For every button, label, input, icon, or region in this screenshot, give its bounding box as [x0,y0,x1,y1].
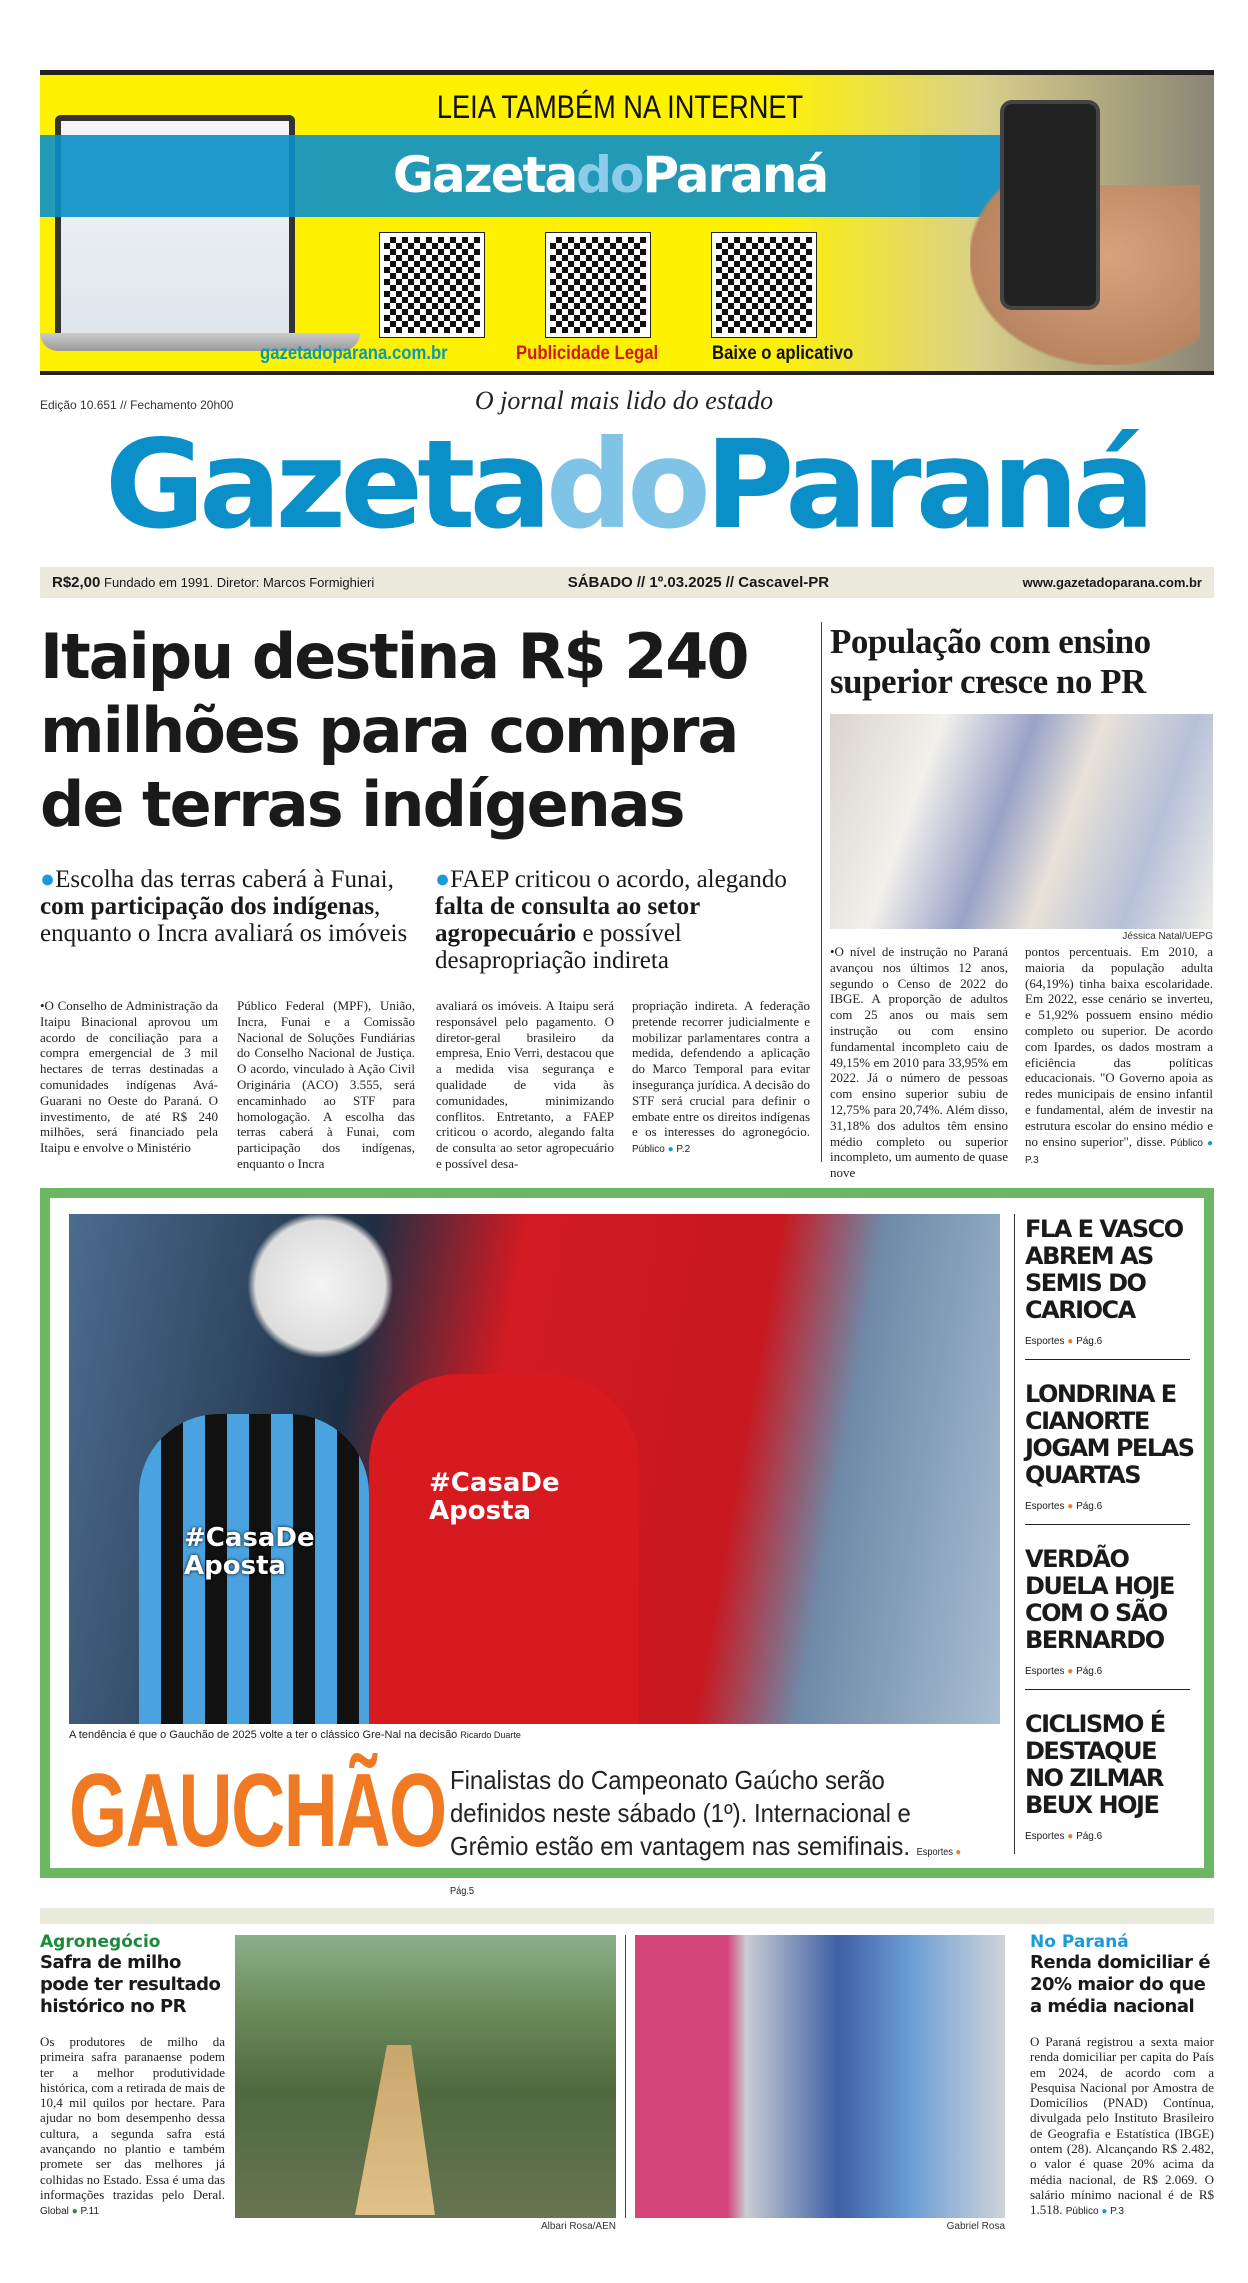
corn-harvest-photo [235,1935,616,2218]
main-headline: Itaipu destina R$ 240 milhões para compra de terras indígenas [40,620,748,841]
agro-story [40,1932,225,2220]
body-text: Os produtores de milho da primeira safra paranaense podem ter a melhor produtividade histórica, com a retirada de mais de 10,4 mil quilos por hectare. Para ajudar no bom desempenho dessa cultura, a segunda safra está avançando no plantio e também promete ser das melhores já colhidas no Estado. Essa é uma das informações trazidas pelo Deral. [40,2034,225,2202]
jersey-sponsor: #CasaDe Aposta [184,1523,315,1581]
lab-photo [830,714,1213,929]
source: Global [40,2206,69,2218]
body-text: O Paraná registrou a sexta maior renda domiciliar per capita do País em 2024, de acordo com a Pesquisa Nacional por Amostra de Domicílios (PNAD) Contínua, divulgada pelo Instituto Brasileiro de Geografia e Estatística (IBGE) ontem (28). Alcançando R$ 2.482, o valor é quase 20% acima da média nacional, de R$ 2.069. O salário mínimo nacional é de R$ 1.518. [1030,2034,1214,2218]
source: Público [1065,2206,1099,2218]
source: Público [632,1144,665,1156]
football-photo [69,1214,1000,1724]
article-column [1025,944,1213,1169]
logo-text: Paraná [704,414,1150,556]
brief-headline: LONDRINA E CIANORTE JOGAM PELAS QUARTAS [1025,1380,1194,1489]
jersey-sponsor: #CasaDe Aposta [429,1468,560,1526]
summary-text: Finalistas do Campeonato Gaúcho serão definidos neste sábado (1º). Internacional e Grêmio estão em vantagem nas semifinais. [450,1765,911,1861]
article-column: Público Federal (MPF), União, Incra, Funai e a Comissão Nacional de Soluções Fundiárias do Conselho Nacional de Justiça. O acordo, vinculado à Ação Civil Originária (ACO) 3.555, será encaminhado ao STF para homologação. A escolha das terras caberá à Funai, com participação dos indígenas, enquanto o Incra [237,998,415,1171]
parana-story [1030,1932,1214,2220]
bullet-point [40,866,410,947]
photo-credit: Jéssica Natal/UEPG [1122,931,1213,942]
story-headline: Renda domiciliar é 20% maior do que a média nacional [1030,1952,1211,2017]
factory-photo [635,1935,1005,2218]
divider [1025,1524,1190,1525]
sports-summary [450,1764,965,1908]
page-ref: P.2 [676,1144,691,1156]
column-text: propriação indireta. A federação pretende recorrer judicialmente e mobilizar parlamentares contra a medida, defendendo a aplicação do Marco Temporal para evitar insegurança jurídica. A decisão do STF será crucial para definir o embate entre os direitos indígenas e os interesses do agronegócio. [632,998,810,1140]
photo-credit: Gabriel Rosa [946,2221,1005,2232]
column-divider [1014,1214,1015,1854]
brief-meta [1025,1336,1195,1347]
gremio-player [139,1414,369,1724]
edition-info: Edição 10.651 // Fechamento 20h00 [40,398,234,412]
dot-icon: ● [1067,1831,1074,1842]
price-founded [52,574,374,591]
sports-brief[interactable] [1025,1546,1195,1690]
logo-text: do [545,414,705,556]
brief-meta [1025,1666,1195,1677]
article-column: •O Conselho de Administração da Itaipu Binacional aprovou um acordo de conciliação para a compra emergencial de 3 mil hectares de terras destinadas a comunidades indígenas Avá-Guarani no Oeste do Paraná. O investimento, de até R$ 240 milhões, será financiado pela Itaipu e envolve o Ministério [40,998,218,1156]
website-link[interactable]: gazetadoparana.com.br [260,343,448,364]
dot-icon: ● [1067,1666,1074,1677]
source: Público [1170,1137,1203,1149]
divider [1025,1689,1190,1690]
qr-code-legal[interactable] [546,233,650,337]
bullet-text: Escolha das terras caberá à Funai, [55,866,394,893]
page-ref: P.3 [1110,2206,1124,2218]
price: R$2,00 [52,574,101,591]
bullet-text: , enquanto o Incra avaliará os imóveis [40,893,408,947]
internet-promo-banner [40,70,1214,375]
sports-section [40,1188,1214,1897]
phone-illustration [1000,100,1100,310]
dot-icon: ● [667,1144,674,1156]
website-url[interactable]: www.gazetadoparana.com.br [1022,575,1202,590]
tagline: O jornal mais lido do estado [474,386,774,415]
dot-icon: ● [71,2206,78,2218]
sports-brief[interactable] [1025,1216,1195,1360]
page-ref: Pág.6 [1076,1336,1103,1347]
qr-code-app[interactable] [712,233,816,337]
source-ref[interactable] [632,1144,690,1155]
story-body [1030,2034,1214,2220]
info-bar [40,567,1214,598]
sports-brief[interactable] [1025,1711,1195,1842]
brief-meta [1025,1501,1195,1512]
grain-stream [355,2045,435,2215]
brief-headline: CICLISMO É DESTAQUE NO ZILMAR BEUX HOJE [1025,1710,1165,1819]
article-column [632,998,810,1158]
dot-icon: ● [1067,1501,1074,1512]
page-ref: Pág.5 [450,1886,475,1897]
page-ref: Pág.6 [1076,1831,1103,1842]
section-title: GAUCHÃO [69,1753,446,1869]
qr-code-website[interactable] [380,233,484,337]
banner-logo [370,141,850,209]
legal-link[interactable]: Publicidade Legal [516,343,659,364]
dot-icon: ● [1101,2206,1108,2218]
bullet-bold: falta de consulta ao setor agropecuário [435,893,700,947]
dot-icon: ● [1067,1336,1074,1347]
column-text: pontos percentuais. Em 2010, a maioria da população adulta (64,19%) tinha baixa escolaridade. Em 2022, esse cenário se inverteu, e 51,92% possuem ensino médio completo ou superior. De acordo com Ipardes, os dados mostram a eficiência das políticas educacionais. "O Governo apoia as redes municipais de ensino infantil e fundamental, além de investir na estrutura escolar do ensino médio e no ensino superior", disse. [1025,944,1213,1149]
section: Esportes [916,1847,953,1858]
bullet-icon: ● [435,866,451,893]
source-ref[interactable] [1066,2206,1124,2217]
page-ref: Pág.6 [1076,1666,1103,1677]
article-column: •O nível de instrução no Paraná avançou nos últimos 12 anos, segundo o Censo de 2022 do IBGE. A proporção de adultos com 25 anos ou mais sem instrução ou com ensino fundamental incompleto caiu de 49,15% em 2010 para 33,95% em 2022. Já o número de pessoas com ensino superior subiu de 12,75% para 20,74%. Além disso, 31,18% dos adultos têm ensino médio completo ou superior incompleto, um aumento de quase nove [830,944,1008,1181]
internacional-player [369,1374,639,1724]
side-headline: População com ensino superior cresce no PR [830,622,1151,701]
divider [1025,1359,1190,1360]
newspaper-logo [40,412,1214,558]
brief-headline: VERDÃO DUELA HOJE COM O SÃO BERNARDO [1025,1545,1174,1654]
page-ref: Pág.6 [1076,1501,1103,1512]
section: Esportes [1025,1666,1065,1677]
app-link[interactable]: Baixe o aplicativo [712,343,854,364]
source-ref[interactable] [40,2206,99,2217]
issue-date: SÁBADO // 1º.03.2025 // Cascavel-PR [567,574,830,591]
logo-text: Gazeta [104,414,546,556]
page-ref: P.3 [1025,1155,1039,1167]
column-divider [625,1935,626,2218]
photo-credit: Albari Rosa/AEN [540,2221,616,2232]
bullet-icon: ● [40,866,56,893]
logo-text: Gazeta [392,146,577,204]
brief-headline: FLA E VASCO ABREM AS SEMIS DO CARIOCA [1025,1215,1183,1324]
section-bar [40,1908,1214,1924]
logo-text: do [576,146,643,204]
dot-icon: ● [955,1847,962,1858]
story-body [40,2034,225,2220]
photo-credit: Ricardo Duarte [460,1730,521,1740]
caption-text: A tendência é que o Gauchão de 2025 volte a ter o clássico Gre-Nal na decisão [69,1729,458,1741]
banner-title: LEIA TAMBÉM NA INTERNET [436,89,804,125]
section: Esportes [1025,1831,1065,1842]
photo-caption [69,1729,521,1741]
kicker: No Paraná [1030,1932,1129,1952]
sports-brief[interactable] [1025,1381,1195,1525]
kicker: Agronegócio [40,1932,161,1952]
bullet-bold: com participação dos indígenas [40,893,375,920]
logo-text: Paraná [642,146,828,204]
story-headline: Safra de milho pode ter resultado histórico no PR [40,1952,221,2017]
article-column: avaliará os imóveis. A Itaipu será responsável pelo pagamento. O diretor-geral brasileiro da empresa, Enio Verri, destacou que a medida visa segurança e qualidade de vida às comunidades, minimizando conflitos. Entretanto, a FAEP criticou o acordo, alegando falta de consulta ao setor agropecuário e possível desa- [436,998,614,1171]
section: Esportes [1025,1336,1065,1347]
page-ref: P.11 [80,2206,100,2218]
bullet-point [435,866,805,974]
bullet-text: FAEP criticou o acordo, alegando [450,866,787,893]
founded-info: Fundado em 1991. Diretor: Marcos Formighieri [104,575,375,590]
column-divider [821,622,822,1162]
dot-icon: ● [1206,1137,1213,1149]
section: Esportes [1025,1501,1065,1512]
brief-meta [1025,1831,1195,1842]
bullet-text: e possível desapropriação indireta [435,920,682,974]
